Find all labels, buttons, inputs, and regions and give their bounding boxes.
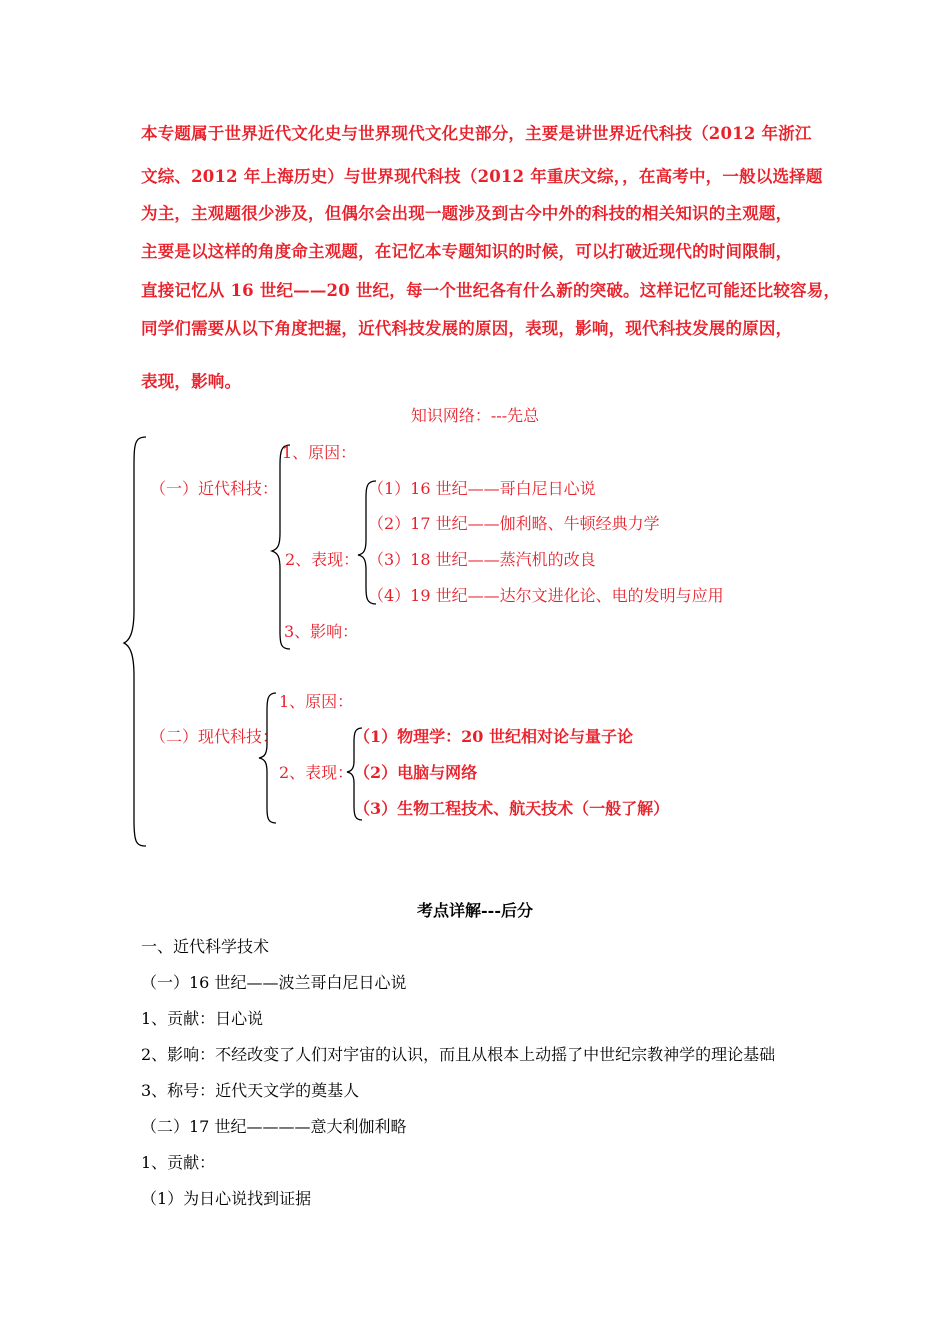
details-line-6: （二）17 世纪————意大利伽利略 xyxy=(141,1117,407,1136)
contemporary-item-3: （3）生物工程技术、航天技术（一般了解） xyxy=(354,799,670,818)
early-cause: 1、原因： xyxy=(282,443,357,462)
early-item-3: （3）18 世纪——蒸汽机的改良 xyxy=(368,550,596,569)
intro-line-7: 表现，影响。 xyxy=(141,372,242,391)
intro-line-4: 主要是以这样的角度命主观题，在记忆本专题知识的时候，可以打破近现代的时间限制， xyxy=(141,242,793,261)
early-tech-label: （一）近代科技： xyxy=(150,479,279,498)
contemporary-tech-label: （二）现代科技： xyxy=(150,727,279,746)
intro-line-5: 直接记忆从 16 世纪——20 世纪，每一个世纪各有什么新的突破。这样记忆可能还比较容易， xyxy=(141,281,841,300)
early-item-2: （2）17 世纪——伽利略、牛顿经典力学 xyxy=(368,514,660,533)
early-influence: 3、影响： xyxy=(284,622,359,641)
details-line-5: 3、称号：近代天文学的奠基人 xyxy=(141,1081,360,1100)
details-line-4: 2、影响：不经改变了人们对宇宙的认识，而且从根本上动摇了中世纪宗教神学的理论基础 xyxy=(141,1045,776,1064)
details-line-1: 一、近代科学技术 xyxy=(141,937,270,956)
intro-line-2: 文综、2012 年上海历史）与世界现代科技（2012 年重庆文综，，在高考中，一般以选择题 xyxy=(141,167,823,186)
early-item-1: （1）16 世纪——哥白尼日心说 xyxy=(368,479,596,498)
details-line-2: （一）16 世纪——波兰哥白尼日心说 xyxy=(141,973,407,992)
contemporary-item-2: （2）电脑与网络 xyxy=(354,763,478,782)
intro-line-6: 同学们需要从以下角度把握，近代科技发展的原因，表现，影响，现代科技发展的原因， xyxy=(141,319,793,338)
details-line-8: （1）为日心说找到证据 xyxy=(141,1189,312,1208)
network-title: 知识网络：---先总 xyxy=(410,406,540,425)
contemporary-brace-icon xyxy=(259,693,276,823)
intro-line-3: 为主，主观题很少涉及，但偶尔会出现一题涉及到古今中外的科技的相关知识的主观题， xyxy=(141,204,793,223)
early-item-4: （4）19 世纪——达尔文进化论、电的发明与应用 xyxy=(368,586,724,605)
intro-line-1: 本专题属于世界近代文化史与世界现代文化史部分，主要是讲世界近代科技（2012 年浙江 xyxy=(141,124,812,143)
details-line-3: 1、贡献：日心说 xyxy=(141,1009,264,1028)
outer-brace-icon xyxy=(124,437,146,846)
contemporary-item-1: （1）物理学：20 世纪相对论与量子论 xyxy=(354,727,633,746)
contemporary-performance: 2、表现： xyxy=(279,763,354,782)
details-line-7: 1、贡献： xyxy=(141,1153,216,1172)
early-performance: 2、表现： xyxy=(285,550,360,569)
details-title: 考点详解---后分 xyxy=(417,901,533,920)
contemporary-cause: 1、原因： xyxy=(279,692,354,711)
